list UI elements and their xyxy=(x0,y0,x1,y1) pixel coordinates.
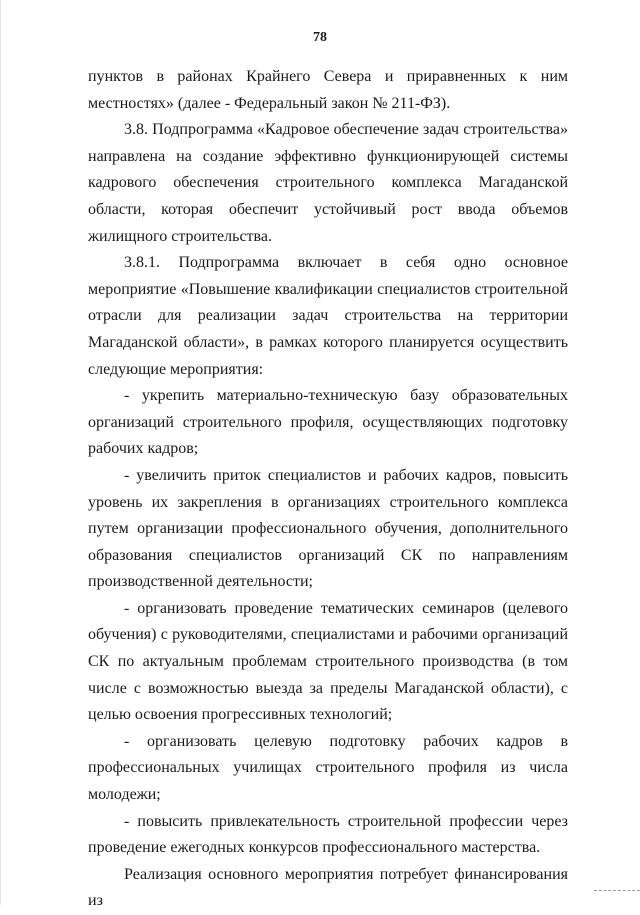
scan-margin-mark xyxy=(594,890,640,891)
paragraph-implementation: Реализация основного мероприятия потребует финансирования из xyxy=(88,865,568,910)
paragraph-subprogram-3-8: 3.8. Подпрограмма «Кадровое обеспечение задач строительства» направлена на создание эффективно функционирующей системы кадрового обеспечения строительного комплекса Магаданской области, которая обеспечит устойчивый рост ввода объемов жилищного строительства. xyxy=(88,121,568,245)
document-body xyxy=(88,64,568,915)
list-item-increase-inflow: - увеличить приток специалистов и рабочих кадров, повысить уровень их закрепления в организациях строительного комплекса путем организации профессионального обучения, дополнительного образования специалистов организаций СК по направлениям производственной деятельности; xyxy=(88,466,568,591)
page-edge xyxy=(0,0,1,905)
page-number: 78 xyxy=(313,30,327,45)
list-item-strengthen-base: - укрепить материально-техническую базу образовательных организаций строительного профиля, осуществляющих подготовку рабочих кадров; xyxy=(88,387,568,458)
list-item-increase-attractiveness: - повысить привлекательность строительной профессии через проведение ежегодных конкурсов профессионального мастерства. xyxy=(88,812,568,857)
list-item-targeted-training: - организовать целевую подготовку рабочих кадров в профессиональных училищах строительного профиля из числа молодежи; xyxy=(88,732,568,804)
list-item-organize-seminars: - организовать проведение тематических семинаров (целевого обучения) с руководителями, специалистами и рабочими организаций СК по актуальным проблемам строительного производства (в том числе с возможностью выезда за пределы Магаданской области), с целью освоения прогрессивных технологий; xyxy=(88,599,568,724)
paragraph-continuation: пунктов в районах Крайнего Севера и приравненных к ним местностях» (далее - Федеральный закон № 211-ФЗ). xyxy=(88,68,568,112)
paragraph-subprogram-3-8-1: 3.8.1. Подпрограмма включает в себя одно основное мероприятие «Повышение квалификации специалистов строительной отрасли для реализации задач строительства на территории Магаданской области», в рамках которого планируется осуществить следующие мероприятия: xyxy=(88,254,568,378)
